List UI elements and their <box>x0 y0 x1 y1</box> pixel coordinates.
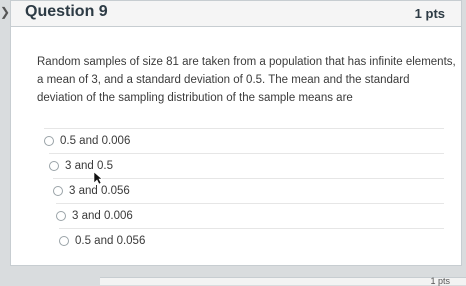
answer-label: 3 and 0.5 <box>65 159 113 172</box>
answer-option-4[interactable] <box>56 203 444 227</box>
answer-option-2[interactable] <box>49 153 444 177</box>
answer-label: 3 and 0.006 <box>72 209 133 222</box>
radio-button[interactable] <box>49 161 59 171</box>
answer-option-1[interactable] <box>44 128 444 152</box>
answer-label: 0.5 and 0.056 <box>75 234 146 247</box>
question-header <box>11 1 461 27</box>
question-text: Random samples of size 81 are taken from a population that has infinite elements, a mean of 3, and a standard deviation of 0.5. The mean and the standard deviation of the sampling distribution of the sample means are <box>37 56 456 104</box>
question-title: Question 9 <box>25 3 108 20</box>
radio-button[interactable] <box>59 236 69 246</box>
question-points: 1 pts <box>414 6 445 21</box>
radio-button[interactable] <box>44 136 54 146</box>
answer-option-3[interactable] <box>53 178 444 202</box>
radio-button[interactable] <box>56 211 66 221</box>
mouse-pointer-icon <box>93 171 103 185</box>
next-question-points: 1 pts <box>430 276 450 286</box>
radio-button[interactable] <box>53 186 63 196</box>
answer-label: 0.5 and 0.006 <box>60 134 131 147</box>
next-question-card <box>100 277 466 285</box>
answer-label: 3 and 0.056 <box>69 184 130 197</box>
left-edge-chevron: ❯ <box>0 5 11 19</box>
answer-option-5[interactable] <box>59 228 444 252</box>
